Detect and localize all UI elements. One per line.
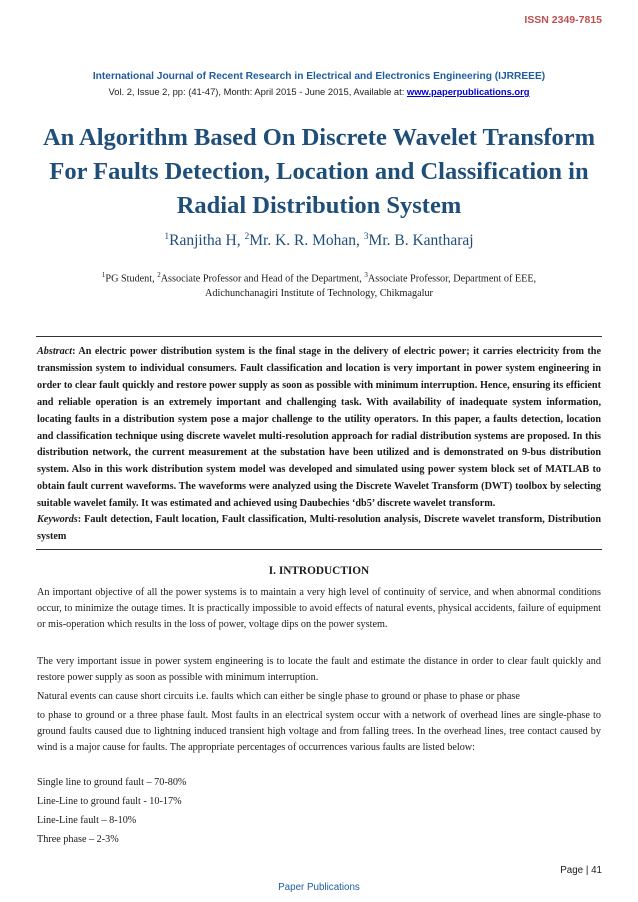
author-3-sup: 3	[363, 232, 369, 242]
intro-paragraph-3: Natural events can cause short circuits i.e. faults which can either be single phase to ground or phase to phase or phase	[37, 691, 520, 702]
affil-3-sup: 3	[364, 271, 368, 279]
abstract-block: Abstract: An electric power distribution system is the final stage in the delivery of electric power; it carries electricity from the transmission system to individual consumers. Fault classification and location is very important in power system engineering in order to clear fault quickly and restore power supply as soon as possible with minimum interruption. Hence, ensuring its efficient and reliable operation is an extremely important and challenging task. With availability of inadequate system information, locating faults in a distribution system pose a major challenge to the utility operators. In this paper, a faults detection, location and classification technique using discrete wavelet multi-resolution approach for radial distribution systems are proposed. In this distribution network, the current measurement at the substation have been utilized and is demonstrated on 9-bus distribution system. Also in this work distribution system model was developed and simulated using power system block set of MATLAB to obtain fault current waveforms. The waveforms were analyzed using the Discrete Wavelet Transform (DWT) toolbox by selecting suitable wavelet family. It was estimated and achieved using Daubechies ‘db5’ discrete wavelet transform.	[37, 346, 601, 510]
affil-2-sup: 2	[157, 271, 161, 279]
author-1: Ranjitha H,	[169, 232, 245, 250]
section-heading-introduction: I. INTRODUCTION	[268, 565, 370, 577]
journal-name: International Journal of Recent Research in Electrical and Electronics Engineering (IJRREEE)	[92, 71, 546, 82]
volume-text: Vol. 2, Issue 2, pp: (41-47), Month: April 2015 - June 2015, Available at:	[108, 86, 407, 97]
affil-2: Associate Professor and Head of the Department,	[160, 273, 365, 285]
publisher-footer: Paper Publications	[278, 882, 360, 893]
abstract-label: Abstract	[37, 346, 73, 357]
author-1-sup: 1	[164, 232, 170, 242]
affil-1-sup: 1	[101, 271, 106, 279]
fault-list-item: Line-Line fault – 8-10%	[37, 815, 137, 826]
abstract-bottom-rule	[36, 549, 602, 550]
author-3: Mr. B. Kantharaj	[368, 232, 474, 250]
affiliations	[40, 268, 598, 301]
paper-title: An Algorithm Based On Discrete Wavelet Transform For Faults Detection, Location and Classification in Radial Distribution System	[42, 124, 596, 219]
issn-number: ISSN 2349-7815	[524, 14, 602, 26]
fault-list-item: Line-Line to ground fault - 10-17%	[37, 796, 182, 807]
keywords-block: Keywords: Fault detection, Fault location, Fault classification, Multi-resolution analysis, Discrete wavelet transform, Distribution system	[37, 514, 601, 542]
intro-paragraph-1: An important objective of all the power systems is to maintain a very high level of continuity of service, and when abnormal conditions occur, to minimize the outage times. It is practically impossible to avoid effects of natural events, physical accidents, failure of equipment or mis-operation which results in the loss of power, voltage dips on the power system.	[37, 587, 601, 630]
fault-list-item: Single line to ground fault – 70-80%	[37, 777, 187, 788]
intro-paragraph-4: to phase to ground or a three phase fault. Most faults in an electrical system occur with a network of overhead lines are single-phase to ground faults caused due to lightning induced transient high voltage and from falling trees. In the overhead lines, tree contact caused by wind is a major cause for faults. The appropriate percentages of occurrences various faults are listed below:	[37, 710, 601, 753]
abstract-text: An electric power distribution system is the final stage in the delivery of electric power; it carries electricity from the transmission system to individual consumers. Fault classification and location is very important in power system engineering in order to clear fault quickly and restore power supply as soon as possible with minimum interruption. Hence, ensuring its efficient and reliable operation is an extremely important and challenging task. With availability of inadequate system information, locating faults in a distribution system pose a major challenge to the utility operators. In this paper, a faults detection, location and classification technique using discrete wavelet multi-resolution approach for radial distribution systems are proposed. In this distribution network, the current measurement at the substation have been utilized and is demonstrated on 9-bus distribution system. Also in this work distribution system model was developed and simulated using power system block set of MATLAB to obtain fault current waveforms. The waveforms were analyzed using the Discrete Wavelet Transform (DWT) toolbox by selecting suitable wavelet family. It was estimated and achieved using Daubechies ‘db5’ discrete wavelet transform.	[37, 346, 601, 510]
abstract-top-rule	[36, 336, 602, 337]
page-number: Page | 41	[560, 865, 602, 876]
institute-name: Adichunchanagiri Institute of Technology, Chikmagalur	[205, 288, 433, 300]
keywords-text: Fault detection, Fault location, Fault classification, Multi-resolution analysis, Discrete wavelet transform, Distribution system	[37, 514, 601, 542]
affil-3: Associate Professor, Department of EEE,	[367, 273, 537, 285]
affil-1: PG Student,	[105, 273, 158, 285]
author-list	[0, 232, 638, 250]
journal-website-link[interactable]: www.paperpublications.org	[406, 86, 530, 97]
affiliation-line	[40, 268, 598, 286]
author-2-sup: 2	[244, 232, 250, 242]
fault-list-item: Three phase – 2-3%	[37, 834, 119, 845]
author-2: Mr. K. R. Mohan,	[249, 232, 364, 250]
keywords-label: Keywords	[37, 514, 78, 525]
volume-info	[0, 86, 638, 97]
intro-paragraph-2: The very important issue in power system engineering is to locate the fault and estimate the distance in order to clear fault quickly and restore power supply as soon as possible with minimum interruption.	[37, 656, 601, 683]
